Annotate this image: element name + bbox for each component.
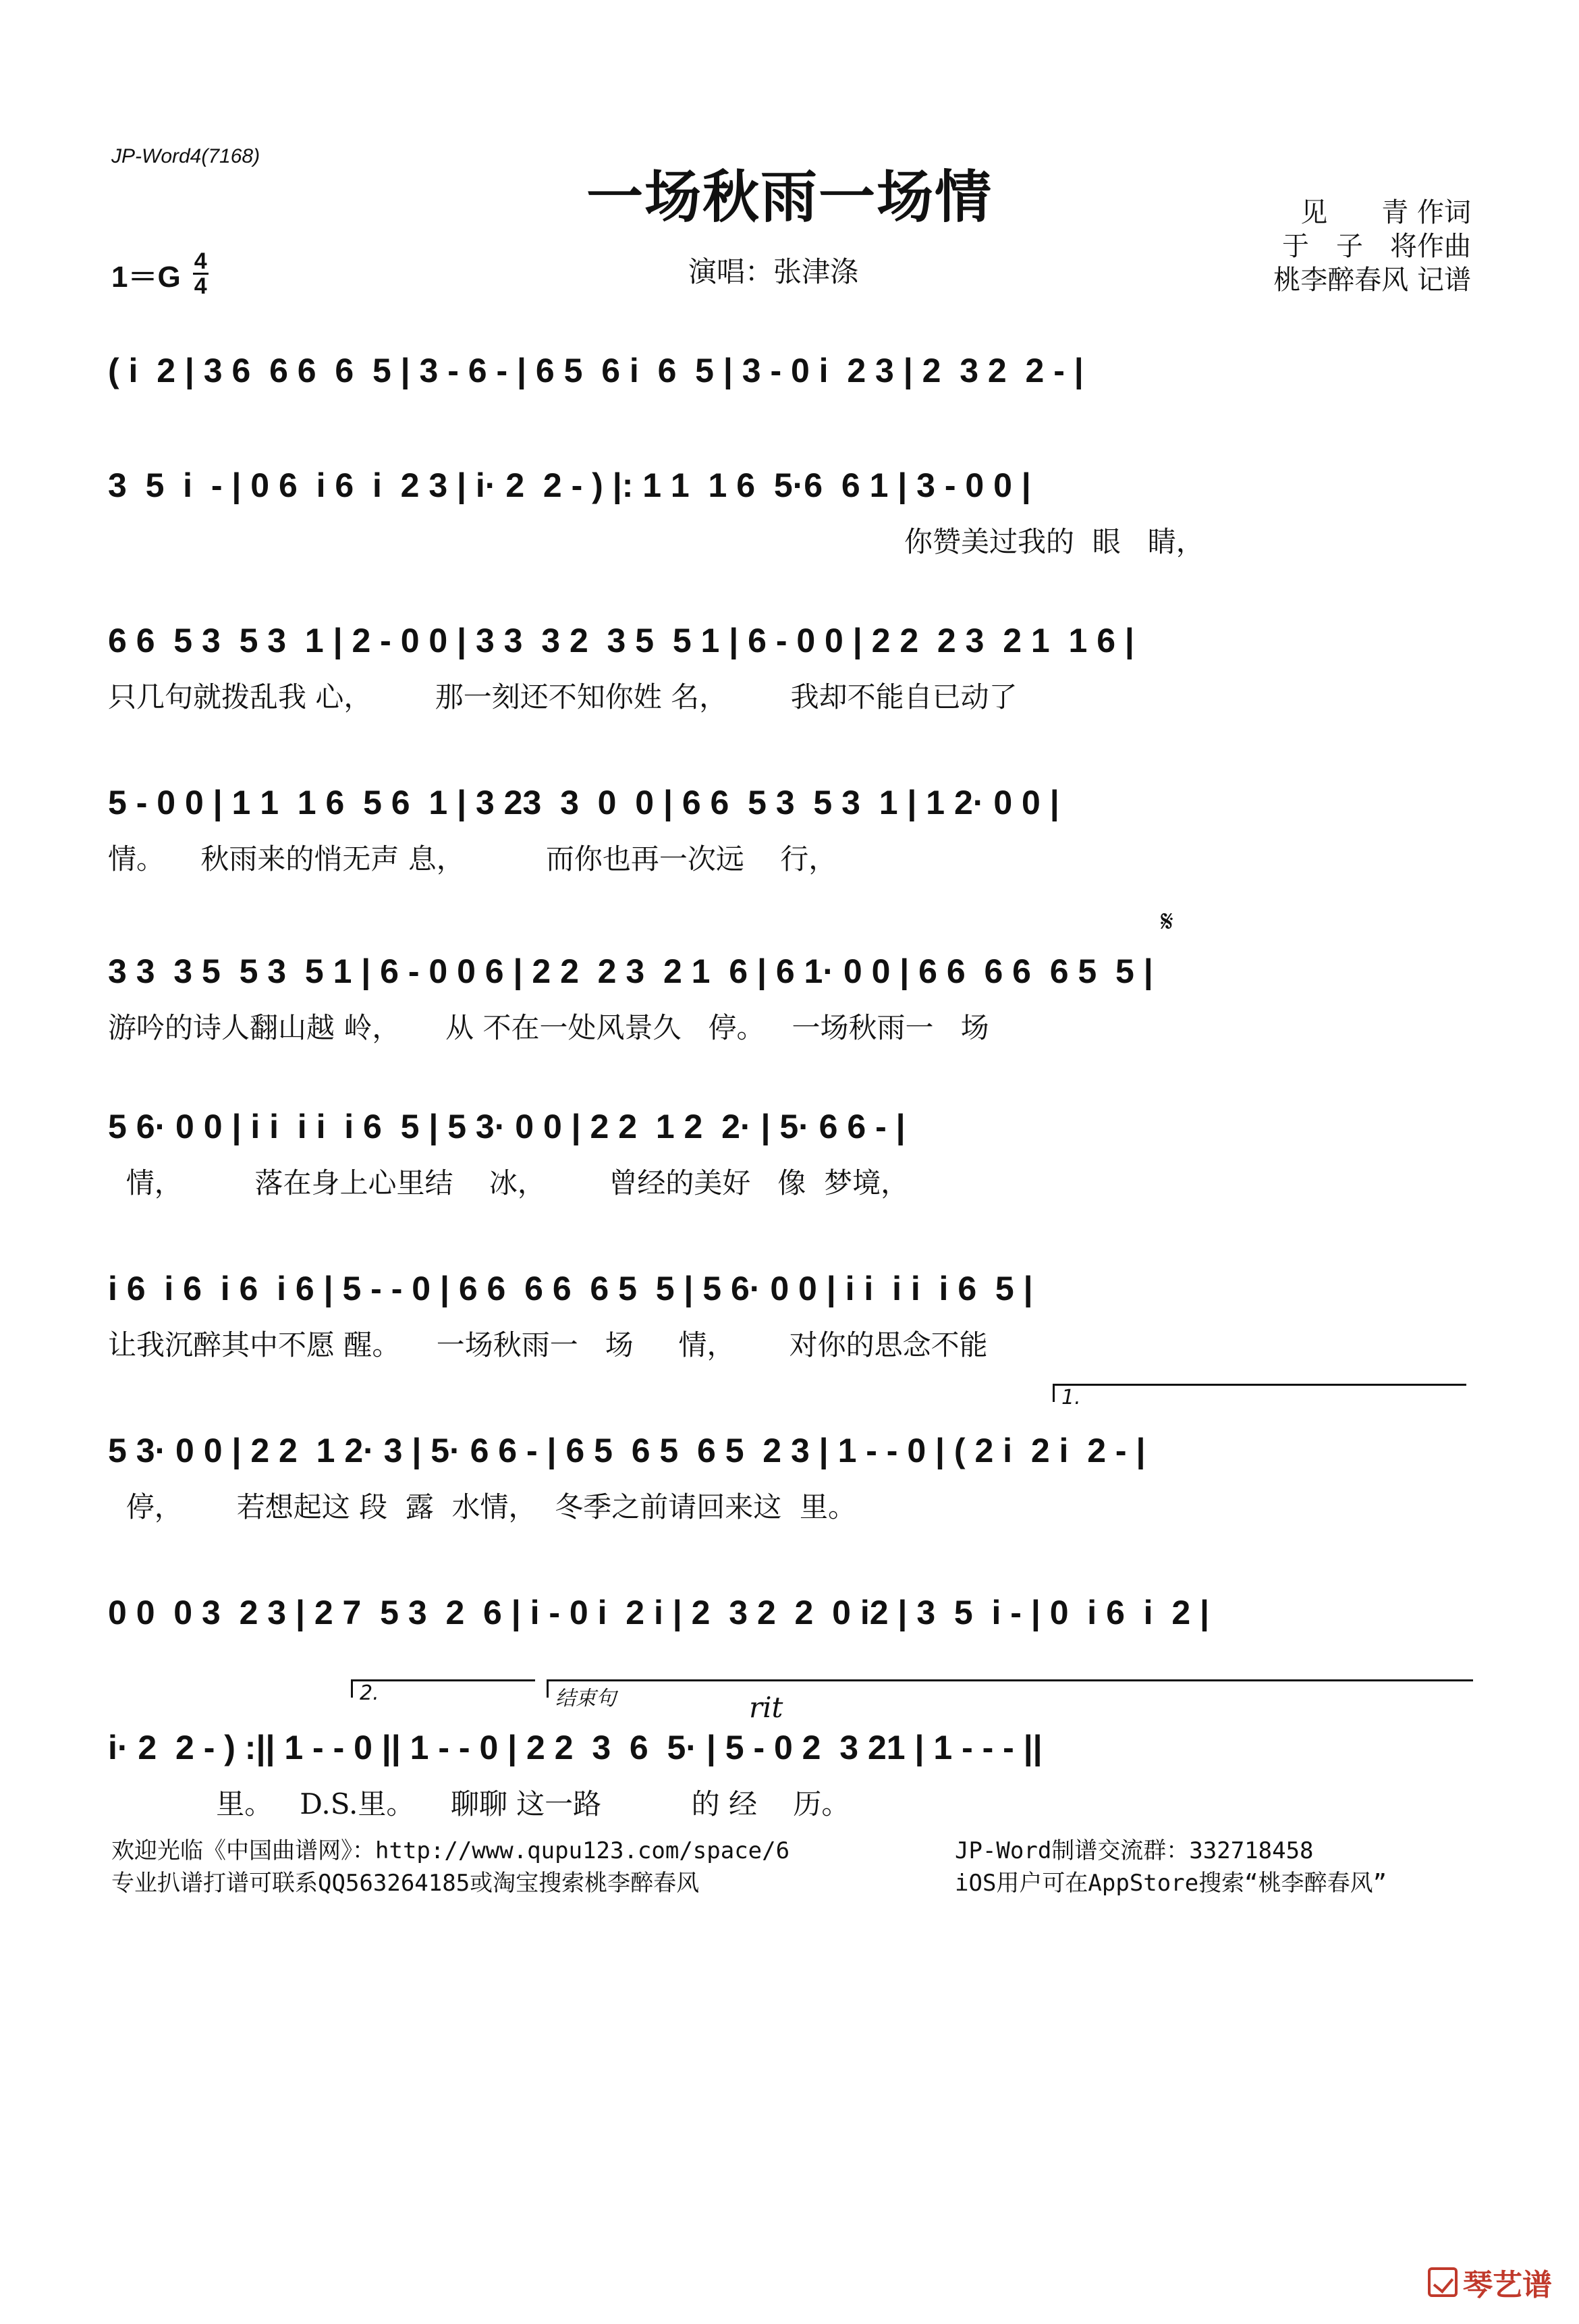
credits: [1273, 196, 1471, 297]
lyric-line: 里。 D.S.里。 聊聊 这一路 的 经 历。: [108, 1787, 850, 1820]
notation-line: 6 6 5 3 5 3 1 | 2 - 0 0 | 3 3 3 2 3 5 5 1 | 6 - 0 0 | 2 2 2 3 2 1 1 6 |: [108, 622, 1134, 659]
notation-line: i 6 i 6 i 6 i 6 | 5 - - 0 | 6 6 6 6 6 5 5 | 5 6· 0 0 | i i i i i 6 5 |: [108, 1270, 1033, 1307]
footer-right: [955, 1835, 1387, 1899]
notation-line: 5 3· 0 0 | 2 2 1 2· 3 | 5· 6 6 - | 6 5 6 5 6 5 2 3 | 1 - - 0 | ( 2 i 2 i 2 - |: [108, 1432, 1146, 1469]
lyric-line: 让我沉醉其中不愿 醒。 一场秋雨一 场 情， 对你的思念不能: [108, 1328, 988, 1361]
volta-second-ending: 2.: [351, 1679, 535, 1698]
composer-credit: 于 子 将作曲: [1282, 231, 1471, 262]
time-signature: [193, 250, 209, 298]
lyric-line: 情， 落在身上心里结 冰， 曾经的美好 像 梦境，: [108, 1166, 910, 1199]
footer-site-line: 欢迎光临《中国曲谱网》：http://www.qupu123.com/space/6: [111, 1837, 790, 1864]
singer-credit: 演唱：张津涤: [688, 255, 859, 288]
notation-line: ( i 2 | 3 6 6 6 6 5 | 3 - 6 - | 6 5 6 i 6 5 | 3 - 0 i 2 3 | 2 3 2 2 - |: [108, 352, 1084, 389]
lyric-line: 停， 若想起这 段 露 水情， 冬季之前请回来这 里。: [108, 1490, 856, 1523]
volta-first-ending: 1.: [1053, 1384, 1466, 1402]
coda-label: 结束句: [547, 1679, 1473, 1698]
segno-sign: 𝄋: [1161, 904, 1173, 939]
notation-line: 3 3 3 5 5 3 5 1 | 6 - 0 0 6 | 2 2 2 3 2 1 6 | 6 1· 0 0 | 6 6 6 6 6 5 5 |: [108, 952, 1153, 990]
time-bottom: 4: [194, 273, 207, 299]
footer-group-line: JP-Word制谱交流群：332718458: [955, 1837, 1314, 1864]
song-title: 一场秋雨一场情: [586, 164, 993, 230]
footer-ios-line: iOS用户可在AppStore搜索“桃李醉春风”: [955, 1870, 1387, 1897]
lyric-line: 只几句就拨乱我 心， 那一刻还不知你姓 名， 我却不能自已动了: [108, 680, 1018, 713]
notation-line: 0 0 0 3 2 3 | 2 7 5 3 2 6 | i - 0 i 2 i | 2 3 2 2 0 i2 | 3 5 i - | 0 i 6 i 2 |: [108, 1594, 1210, 1631]
lyric-line: 情。 秋雨来的悄无声 息， 而你也再一次远 行，: [108, 842, 837, 875]
footer-contact-line: 专业扒谱打谱可联系QQ563264185或淘宝搜索桃李醉春风: [111, 1870, 700, 1897]
brand-logo-icon: [1428, 2267, 1458, 2297]
brand-name: 琴艺谱: [1463, 2268, 1552, 2302]
software-label: JP-Word4(7168): [111, 145, 260, 167]
lyric-line: 你赞美过我的 眼 睛，: [904, 525, 1204, 558]
notation-line: 5 - 0 0 | 1 1 1 6 5 6 1 | 3 23 3 0 0 | 6 6 5 3 5 3 1 | 1 2· 0 0 |: [108, 784, 1059, 821]
ritardando-mark: rit: [749, 1691, 783, 1724]
footer-left: [111, 1835, 790, 1899]
notation-line: i· 2 2 - ) :|| 1 - - 0 || 1 - - 0 | 2 2 3 6 5· | 5 - 0 2 3 21 | 1 - - - ||: [108, 1729, 1043, 1766]
notation-line: 5 6· 0 0 | i i i i i 6 5 | 5 3· 0 0 | 2 2 1 2 2· | 5· 6 6 - |: [108, 1108, 906, 1145]
brand-watermark: [1428, 2261, 1552, 2304]
lyricist-credit: 见 青 作词: [1300, 197, 1471, 228]
transcriber-credit: 桃李醉春风 记谱: [1273, 265, 1471, 296]
key-signature: [111, 250, 209, 298]
lyric-line: 游吟的诗人翻山越 岭， 从 不在一处风景久 停。 一场秋雨一 场: [108, 1011, 989, 1044]
key-label: 1＝G: [111, 260, 181, 294]
time-top: 4: [194, 248, 207, 274]
notation-line: 3 5 i - | 0 6 i 6 i 2 3 | i· 2 2 - ) |: 1 1 1 6 5·6 6 1 | 3 - 0 0 |: [108, 466, 1031, 504]
